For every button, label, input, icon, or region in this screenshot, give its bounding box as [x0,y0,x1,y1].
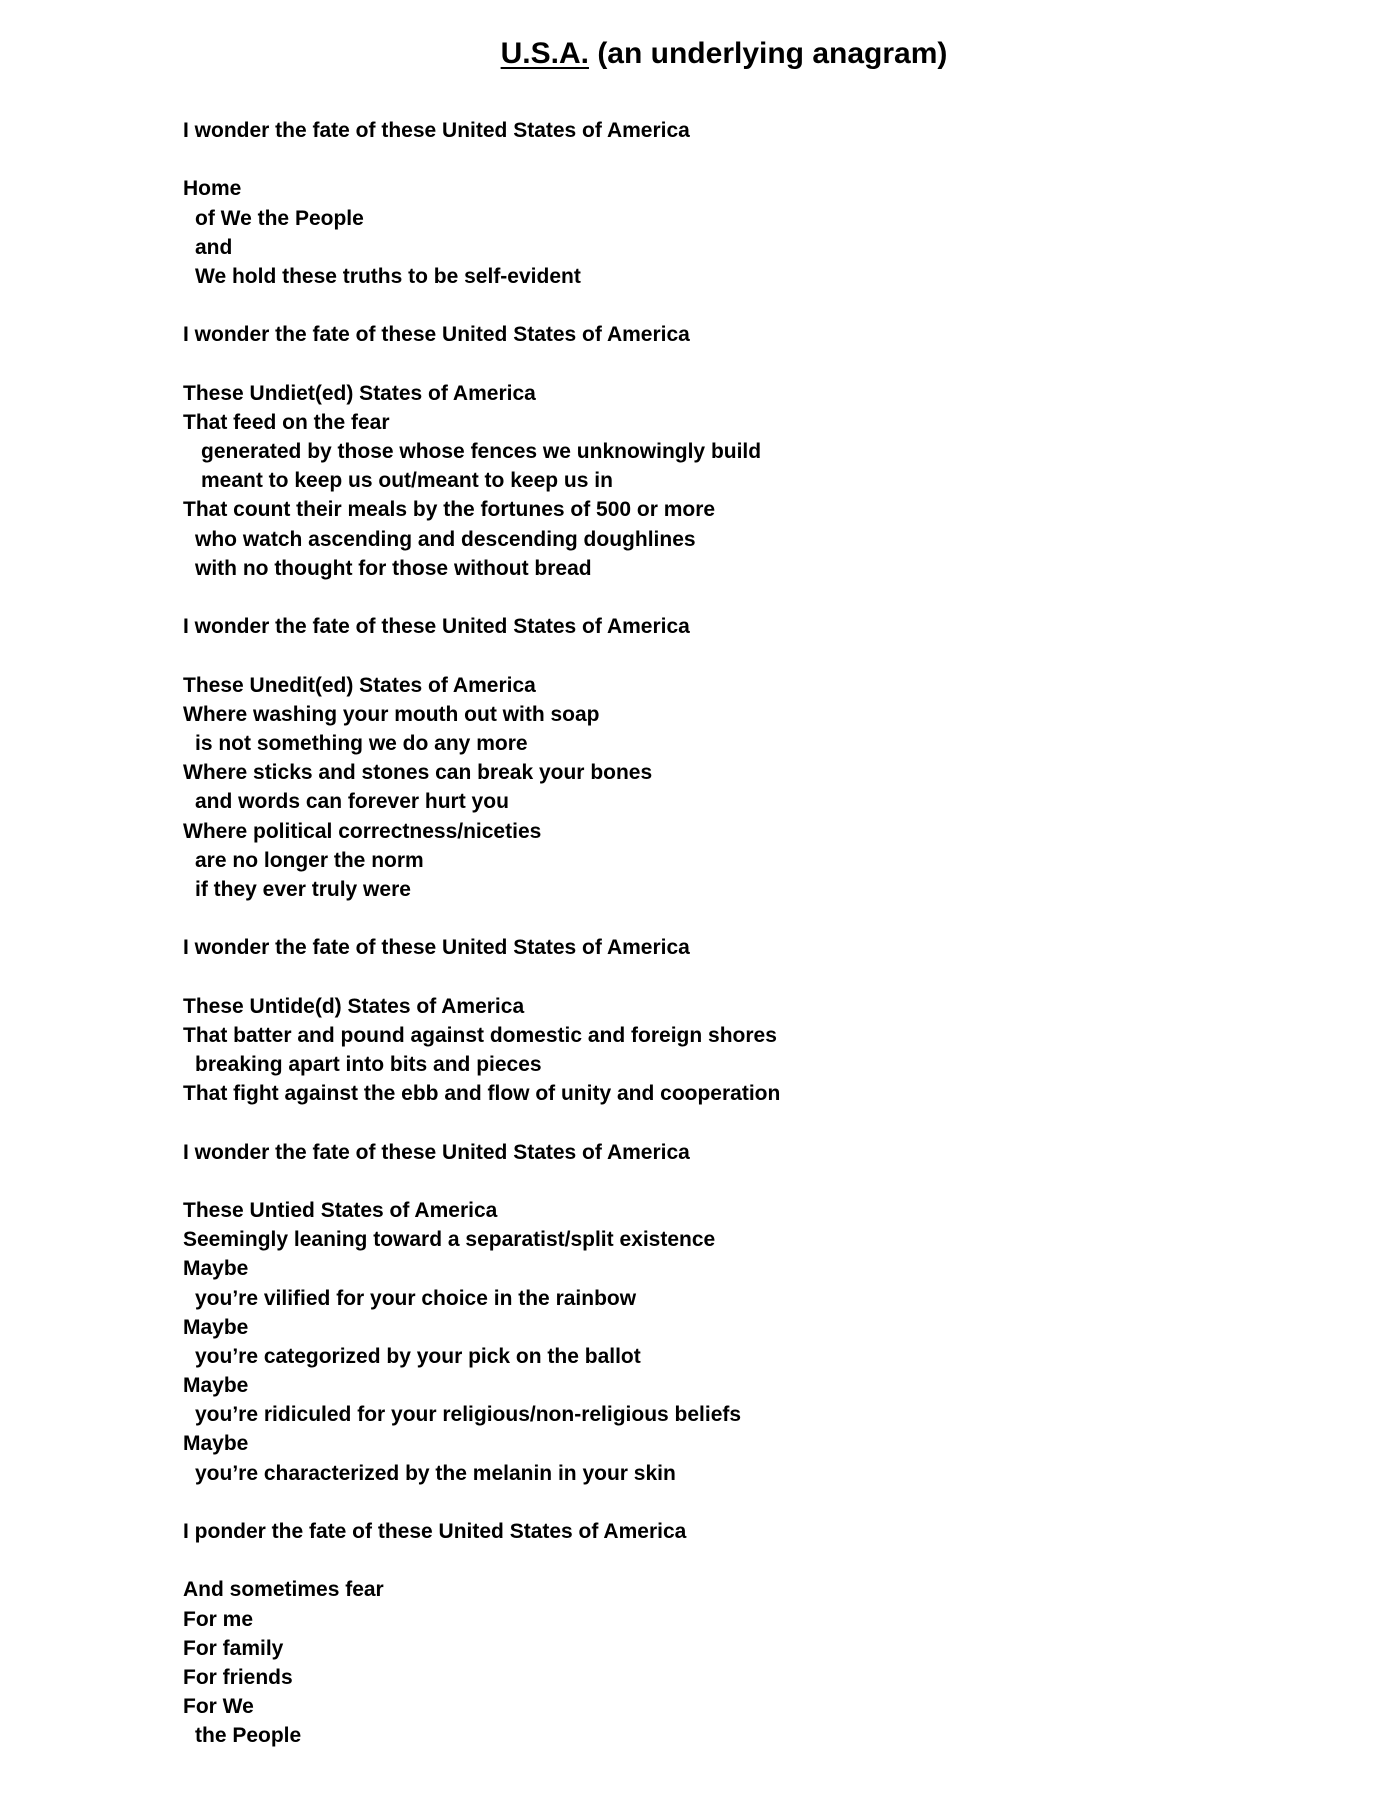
stanza-break [183,1488,780,1517]
poem-line: I wonder the fate of these United States of America [183,323,690,347]
poem-line: Where sticks and stones can break your bones [183,761,653,785]
stanza-break [183,1167,780,1196]
poem-line: are no longer the norm [195,848,424,872]
poem-line: breaking apart into bits and pieces [195,1053,542,1076]
stanza-break [183,350,780,379]
poem-line: with no thought for those without bread [195,556,592,580]
poem-line: That fight against the ebb and flow of unity and cooperation [183,1082,781,1106]
title-subtitle: (an underlying anagram) [588,37,948,70]
poem-line: Where washing your mouth out with soap [183,702,600,726]
poem-line: who watch ascending and descending doughlines [195,527,696,551]
title-abbreviation: U.S.A. [500,37,589,70]
stanza-break [183,641,780,670]
page-title [0,34,1400,74]
poem-line: is not something we do any more [195,731,528,755]
poem-line: Maybe [183,1315,249,1339]
poem-line: I wonder the fate of these United States of America [183,1140,690,1164]
poem-line: you’re categorized by your pick on the ballot [195,1344,641,1368]
poem-line: These Untied States of America [183,1198,498,1222]
poem-line: That feed on the fear [183,410,390,434]
poem-line: Maybe [183,1374,249,1398]
poem-line: you’re vilified for your choice in the rainbow [195,1286,637,1310]
poem-line: Maybe [183,1257,249,1281]
poem-line: of We the People [195,206,364,230]
poem-line: For me [183,1607,254,1631]
poem-line: That batter and pound against domestic and foreign shores [183,1023,777,1047]
poem-line: I wonder the fate of these United States of America [183,615,690,639]
poem-line: if they ever truly were [195,877,411,901]
poem-line: and [195,235,233,259]
stanza-break [183,904,780,933]
stanza-break [183,1546,780,1575]
poem-line: Maybe [183,1432,249,1456]
poem-line: you’re ridiculed for your religious/non-religious beliefs [195,1403,742,1427]
poem-line: Seemingly leaning toward a separatist/split existence [183,1228,716,1252]
poem-line: For We [183,1695,254,1719]
poem-body [183,116,780,1751]
poem-line: I wonder the fate of these United States of America [183,936,690,960]
poem-line: Where political correctness/niceties [183,819,542,843]
poem-line: I ponder the fate of these United States of America [183,1520,687,1543]
stanza-break [183,1108,780,1137]
poem-line: That count their meals by the fortunes of 500 or more [183,498,716,522]
poem-line: and words can forever hurt you [195,790,509,814]
stanza-break [183,291,780,320]
poem-line: These Undiet(ed) States of America [183,381,536,405]
poem-line: These Unedit(ed) States of America [183,673,536,697]
poem-line: These Untide(d) States of America [183,994,525,1018]
poem-line: generated by those whose fences we unknowingly build [201,440,762,464]
poem-line: For friends [183,1665,293,1689]
poem-line: Home [183,177,242,201]
poem-line: And sometimes fear [183,1578,384,1602]
poem-line: For family [183,1636,284,1660]
poem-line: meant to keep us out/meant to keep us in [201,469,613,493]
stanza-break [183,145,780,174]
poem-line: We hold these truths to be self-evident [195,264,581,288]
stanza-break [183,962,780,991]
poem-line: you’re characterized by the melanin in your skin [195,1461,676,1485]
poem-line: I wonder the fate of these United States of America [183,119,690,142]
poem-line: the People [195,1724,302,1748]
stanza-break [183,583,780,612]
